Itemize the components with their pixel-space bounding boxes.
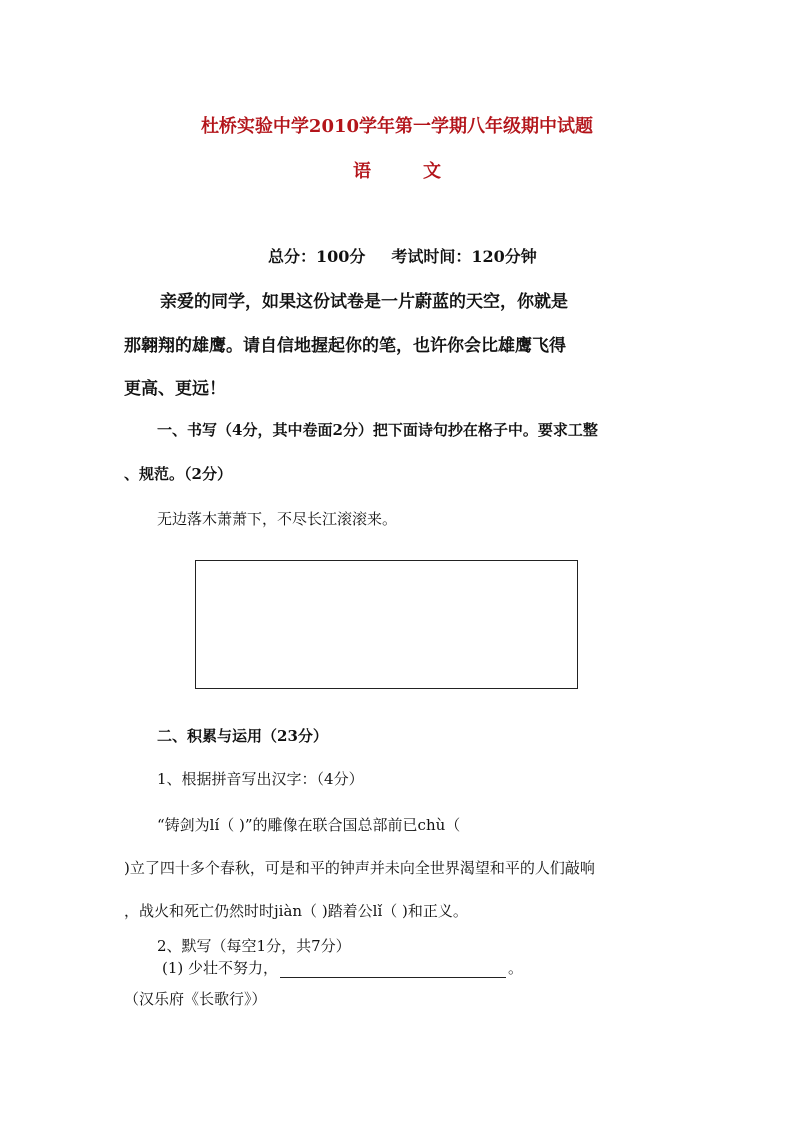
total-score: 总分：100分 [268,247,366,266]
question-2-item-1 [162,957,523,978]
writing-box[interactable] [195,560,578,689]
question-1-line-2: )立了四十多个春秋，可是和平的钟声并未向全世界渴望和平的人们敲响 [124,859,595,877]
question-2-title: 2、默写（每空1分，共7分） [157,937,351,955]
subject-heading [0,157,794,183]
exam-time: 考试时间：120分钟 [391,247,537,266]
question-2-item-1-suffix: 。 [508,959,524,977]
intro-line-3: 更高、更远！ [124,379,226,399]
intro-line-1: 亲爱的同学，如果这份试卷是一片蔚蓝的天空，你就是 [160,292,568,312]
question-1-title: 1、根据拼音写出汉字：（4分） [157,770,364,788]
poem-line: 无边落木萧萧下，不尽长江滚滚来。 [157,510,398,528]
section-2-heading: 二、积累与运用（23分） [157,727,328,745]
question-1-line-3: ，战火和死亡仍然时时jiàn（ )踏着公lǐ（ )和正义。 [124,902,468,920]
question-1-line-1: “铸剑为lí（ )”的雕像在联合国总部前已chù（ [157,816,461,834]
section-1-heading-cont: 、规范。（2分） [124,465,232,483]
subject-char-2: 文 [423,161,441,182]
exam-meta [268,244,537,267]
intro-line-2: 那翱翔的雄鹰。请自信地握起你的笔，也许你会比雄鹰飞得 [124,336,566,356]
exam-title: 杜桥实验中学2010学年第一学期八年级期中试题 [200,116,594,137]
question-2-source: （汉乐府《长歌行》） [124,990,267,1008]
subject-char-1: 语 [353,161,371,182]
section-1-heading: 一、书写（4分，其中卷面2分）把下面诗句抄在格子中。要求工整 [157,421,598,439]
question-2-item-1-prefix: (1) 少壮不努力， [162,959,279,977]
answer-blank[interactable] [280,963,506,978]
